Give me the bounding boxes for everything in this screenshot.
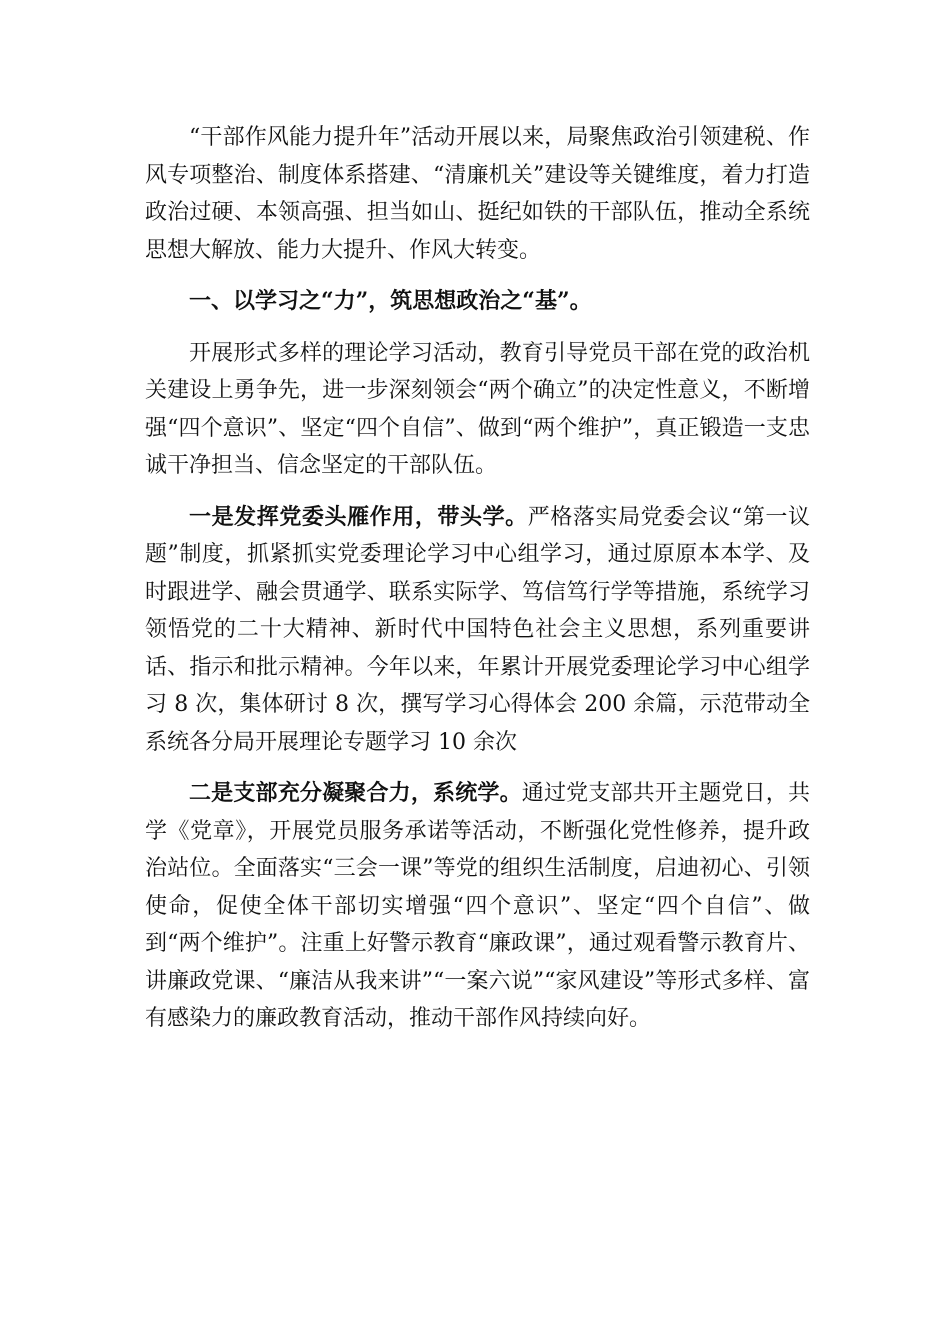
point-one-paragraph [145, 499, 810, 762]
point-two-body: 通过党支部共开主题党日，共学《党章》，开展党员服务承诺等活动，不断强化党性修养，提升政治站位。全面落实“三会一课”等党的组织生活制度，启迪初心、引领使命，促使全体干部切实增强“四个意识”、坚定“四个自信”、做到“两个维护”。注重上好警示教育“廉政课”，通过观看警示教育片、讲廉政党课、“廉洁从我来讲”“一案六说”“家风建设”等形式多样、富有感染力的廉政教育活动，推动干部作风持续向好。 [145, 781, 810, 1031]
point-two-lead: 二是支部充分凝聚合力，系统学。 [189, 780, 522, 806]
section-summary-paragraph: 开展形式多样的理论学习活动，教育引导党员干部在党的政治机关建设上勇争先，进一步深刻领会“两个确立”的决定性意义，不断增强“四个意识”、坚定“四个自信”、做到“两个维护”，真正锻造一支忠诚干净担当、信念坚定的干部队伍。 [145, 340, 810, 478]
point-one-lead: 一是发挥党委头雁作用，带头学。 [189, 503, 528, 530]
document-body [145, 119, 810, 1052]
point-one-body: 严格落实局党委会议“第一议题”制度，抓紧抓实党委理论学习中心组学习，通过原原本本学、及时跟进学、融会贯通学、联系实际学、笃信笃行学等措施，系统学习领悟党的二十大精神、新时代中国特色社会主义思想，系列重要讲话、指示和批示精神。今年以来，年累计开展党委理论学习中心组学习 8 次，集体研讨 8 次，撰写学习心得体会 200 余篇，示范带动全系统各分局开展理论专题学习 10 余次 [145, 504, 810, 755]
intro-paragraph: “干部作风能力提升年”活动开展以来，局聚焦政治引领建税、作风专项整治、制度体系搭建、“清廉机关”建设等关键维度，着力打造政治过硬、本领高强、担当如山、挺纪如铁的干部队伍，推动全系统思想大解放、能力大提升、作风大转变。 [145, 125, 810, 263]
point-two-paragraph [145, 775, 810, 1038]
section-heading: 一、以学习之“力”，筑思想政治之“基”。 [189, 288, 592, 314]
